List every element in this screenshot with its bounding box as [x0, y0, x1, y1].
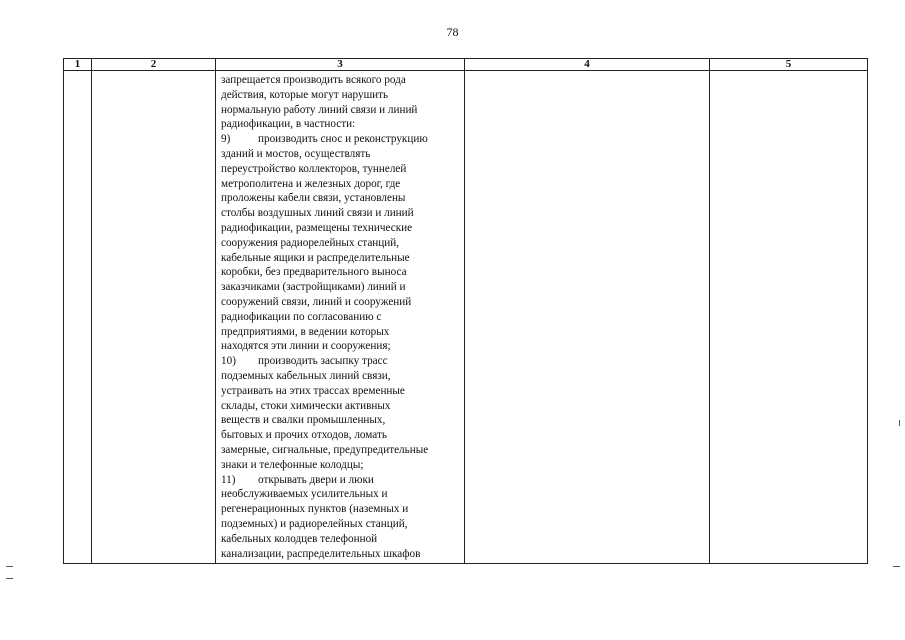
cell-col-4	[465, 71, 710, 564]
text-line: подземных кабельных линий связи,	[221, 369, 391, 382]
text-line: необслуживаемых усилительных и	[221, 488, 388, 501]
scan-mark-left	[6, 566, 13, 567]
text-line: столбы воздушных линий связи и линий	[221, 207, 414, 220]
text-line: коробки, без предварительного выноса	[221, 266, 407, 279]
text-line: веществ и свалки промышленных,	[221, 414, 386, 427]
text-line: нормальную работу линий связи и линий	[221, 103, 418, 116]
text-line: зданий и мостов, осуществлять	[221, 147, 371, 160]
text-line: находятся эти линии и сооружения;	[221, 340, 391, 353]
text-line: кабельных колодцев телефонной	[221, 532, 378, 545]
scan-mark-left-lower	[6, 578, 13, 579]
scan-mark-right-upper	[899, 420, 900, 426]
text-line: заказчиками (застройщиками) линий и	[221, 281, 406, 294]
text-line: канализации, распределительных шкафов	[221, 547, 421, 560]
cell-col-3	[216, 71, 465, 564]
document-table	[63, 58, 868, 564]
text-line: знаки и телефонные колодцы;	[221, 458, 364, 471]
column-header-5: 5	[710, 59, 868, 71]
text-line: склады, стоки химически активных	[221, 399, 391, 412]
column-header-4: 4	[465, 59, 710, 71]
text-line: замерные, сигнальные, предупредительные	[221, 443, 429, 456]
text-line: устраивать на этих трассах временные	[221, 384, 405, 397]
text-line: радиофикации, в частности:	[221, 118, 356, 131]
text-line: действия, которые могут нарушить	[221, 88, 389, 101]
text-line: бытовых и прочих отходов, ломать	[221, 429, 387, 442]
text-line: запрещается производить всякого рода	[221, 74, 406, 86]
text-line: 10) производить засыпку трасс	[221, 355, 388, 368]
text-line: предприятиями, в ведении которых	[221, 325, 390, 338]
table-header-row	[64, 59, 868, 71]
scan-mark-right	[893, 566, 900, 567]
text-line: переустройство коллекторов, туннелей	[221, 162, 407, 175]
text-line: проложены кабели связи, установлены	[221, 192, 406, 205]
page-number: 78	[446, 25, 459, 39]
column-header-1: 1	[64, 59, 92, 71]
cell-col-5	[710, 71, 868, 564]
column-header-3: 3	[216, 59, 465, 71]
text-line: 9) производить снос и реконструкцию	[221, 133, 428, 146]
text-line: кабельные ящики и распределительные	[221, 251, 410, 264]
text-line: подземных) и радиорелейных станций,	[221, 517, 408, 530]
text-line: сооружения радиорелейных станций,	[221, 236, 400, 249]
text-line: сооружений связи, линий и сооружений	[221, 295, 412, 308]
text-line: метрополитена и железных дорог, где	[221, 177, 401, 190]
text-line: радиофикации по согласованию с	[221, 310, 382, 323]
cell-col-2	[92, 71, 216, 564]
requirements-text	[216, 71, 464, 563]
text-line: регенерационных пунктов (наземных и	[221, 503, 409, 516]
column-header-2: 2	[92, 59, 216, 71]
text-line: 11) открывать двери и люки	[221, 473, 374, 486]
text-line: радиофикации, размещены технические	[221, 221, 413, 234]
cell-col-1	[64, 71, 92, 564]
table-row	[64, 71, 868, 564]
